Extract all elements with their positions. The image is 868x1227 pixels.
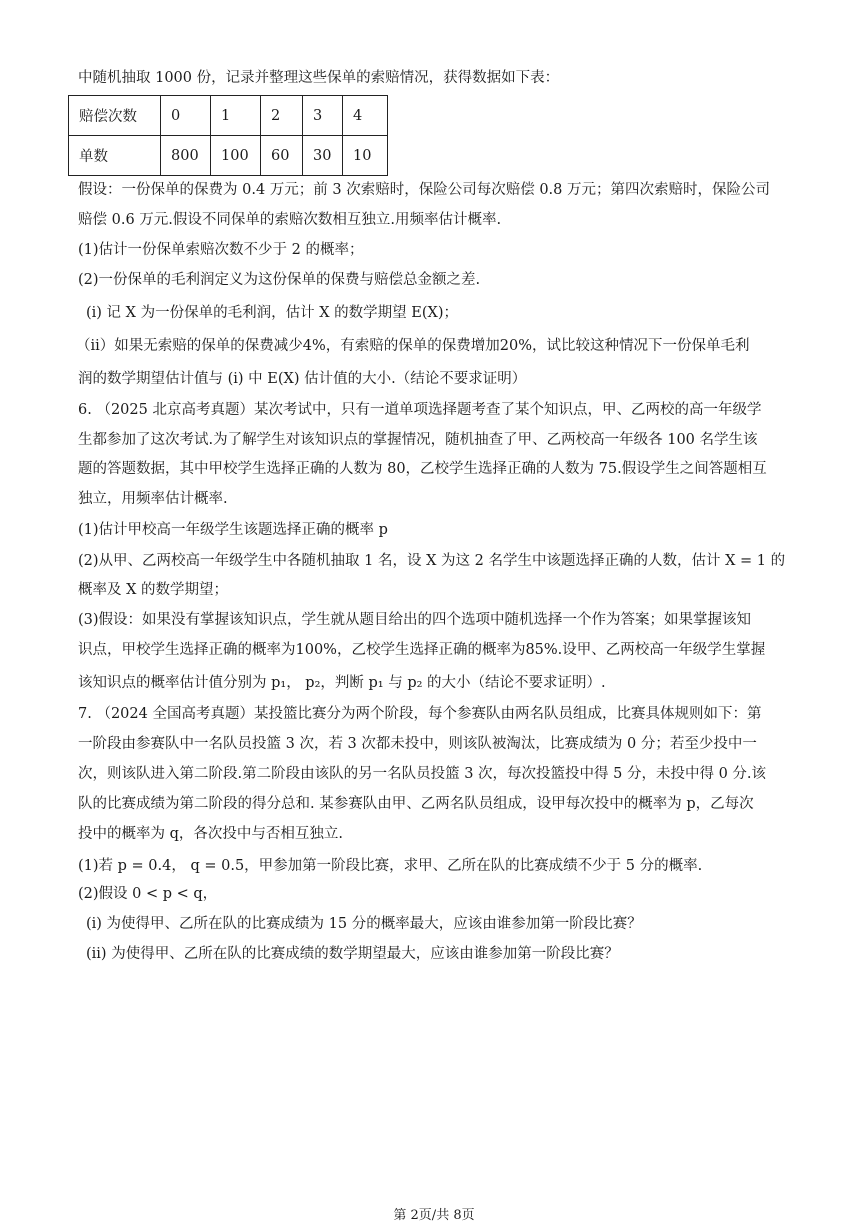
text-line: 独立，用频率估计概率.: [78, 491, 228, 507]
text-line: 6. （2025 北京高考真题）某次考试中，只有一道单项选择题考查了某个知识点，甲、乙两校的高一年级学: [78, 402, 762, 418]
text-line: (i) 记 X 为一份保单的毛利润，估计 X 的数学期望 E(X)；: [86, 305, 458, 321]
text-line: 概率及 X 的数学期望；: [78, 582, 229, 598]
text-line: 一阶段由参赛队中一名队员投篮 3 次，若 3 次都未投中，则该队被淘汰，比赛成绩为 0 分；若至少投中一: [78, 736, 757, 752]
text-line: （ii）如果无索赔的保单的保费减少4%，有索赔的保单的保费增加20%，试比较这种情况下一份保单毛利: [76, 338, 750, 354]
table-cell: 10: [343, 136, 388, 176]
table-row: [69, 96, 388, 136]
table-cell: 30: [303, 136, 343, 176]
text-line: 题的答题数据，其中甲校学生选择正确的人数为 80，乙校学生选择正确的人数为 75.假设学生之间答题相互: [78, 461, 767, 477]
text-line: 该知识点的概率估计值分别为 p₁， p₂，判断 p₁ 与 p₂ 的大小（结论不要求证明）.: [78, 675, 606, 691]
text-line: 队的比赛成绩为第二阶段的得分总和. 某参赛队由甲、乙两名队员组成，设甲每次投中的概率为 p，乙每次: [78, 796, 754, 812]
text-line: (2)从甲、乙两校高一年级学生中各随机抽取 1 名，设 X 为这 2 名学生中该题选择正确的人数，估计 X = 1 的: [78, 553, 786, 569]
table-cell: 3: [303, 96, 343, 136]
text-line: (1)若 p = 0.4， q = 0.5，甲参加第一阶段比赛，求甲、乙所在队的比赛成绩不少于 5 分的概率.: [78, 858, 703, 874]
text-line: 识点，甲校学生选择正确的概率为100%，乙校学生选择正确的概率为85%.设甲、乙两校高一年级学生掌握: [78, 642, 766, 658]
text-line: 赔偿 0.6 万元.假设不同保单的索赔次数相互独立.用频率估计概率.: [78, 212, 502, 228]
text-line: (2)假设 0 < p < q，: [78, 886, 218, 902]
text-line: 次，则该队进入第二阶段.第二阶段由该队的另一名队员投篮 3 次，每次投篮投中得 5 分，未投中得 0 分.该: [78, 766, 767, 782]
text-line: (1)估计甲校高一年级学生该题选择正确的概率 p: [78, 522, 388, 538]
text-line: (2)一份保单的毛利润定义为这份保单的保费与赔偿总金额之差.: [78, 272, 481, 288]
table-cell: 100: [211, 136, 261, 176]
table-cell: 1: [211, 96, 261, 136]
text-line: (i) 为使得甲、乙所在队的比赛成绩为 15 分的概率最大，应该由谁参加第一阶段比赛？: [86, 916, 642, 932]
table-row: [69, 136, 388, 176]
table-cell: 60: [261, 136, 303, 176]
text-line: 中随机抽取 1000 份，记录并整理这些保单的索赔情况，获得数据如下表：: [78, 70, 560, 86]
table-cell: 4: [343, 96, 388, 136]
page-number: 第 2页/共 8页: [393, 1208, 475, 1223]
text-line: 生都参加了这次考试.为了解学生对该知识点的掌握情况，随机抽查了甲、乙两校高一年级各 100 名学生该: [78, 432, 758, 448]
text-line: 润的数学期望估计值与 (i) 中 E(X) 估计值的大小.（结论不要求证明）: [78, 371, 527, 387]
table-cell: 2: [261, 96, 303, 136]
table-cell: 800: [161, 136, 211, 176]
table-cell: 0: [161, 96, 211, 136]
text-line: 投中的概率为 q，各次投中与否相互独立.: [78, 826, 343, 842]
table-cell: 单数: [69, 136, 161, 176]
text-line: (ii) 为使得甲、乙所在队的比赛成绩的数学期望最大，应该由谁参加第一阶段比赛？: [86, 946, 619, 962]
claims-table: [68, 95, 388, 176]
text-line: (1)估计一份保单索赔次数不少于 2 的概率；: [78, 242, 364, 258]
text-line: 7. （2024 全国高考真题）某投篮比赛分为两个阶段，每个参赛队由两名队员组成，比赛具体规则如下：第: [78, 706, 762, 722]
text-line: (3)假设：如果没有掌握该知识点，学生就从题目给出的四个选项中随机选择一个作为答案；如果掌握该知: [78, 612, 752, 628]
text-line: 假设：一份保单的保费为 0.4 万元；前 3 次索赔时，保险公司每次赔偿 0.8 万元；第四次索赔时，保险公司: [78, 182, 770, 198]
table-cell: 赔偿次数: [69, 96, 161, 136]
